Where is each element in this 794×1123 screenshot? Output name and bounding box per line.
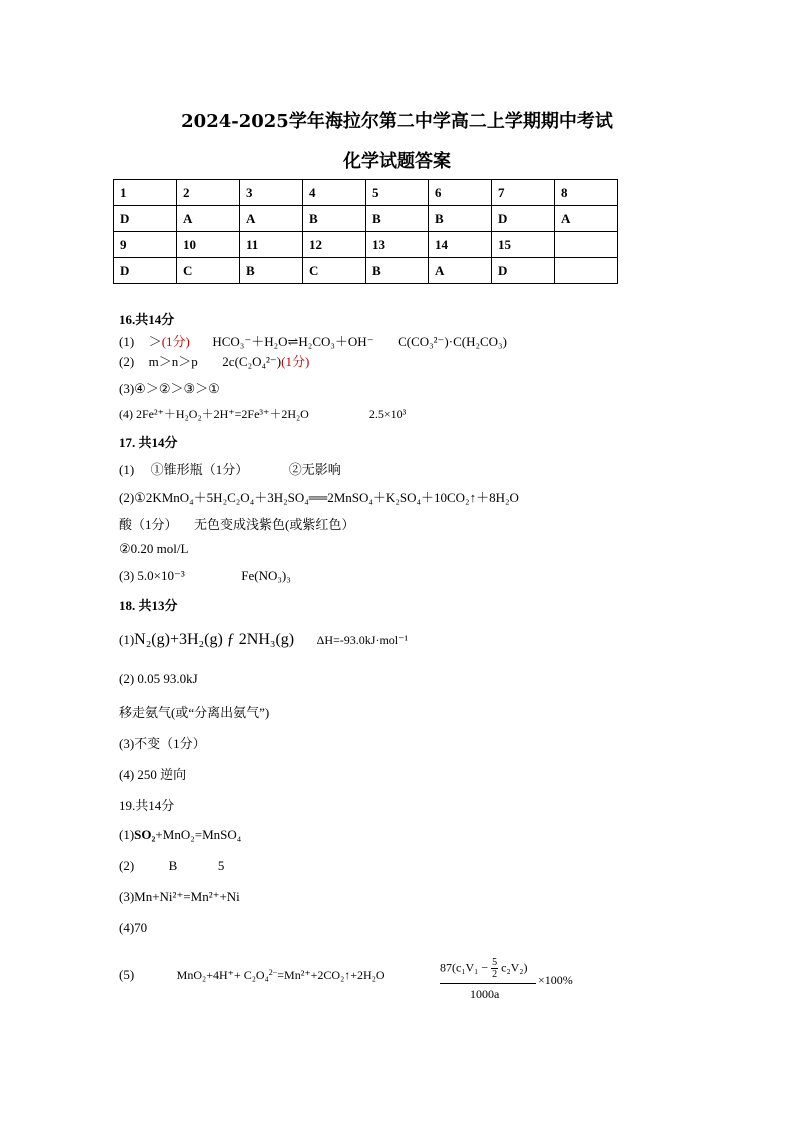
half-fraction bbox=[491, 957, 498, 980]
table-cell: 10 bbox=[177, 232, 240, 258]
q18-line-1 bbox=[119, 631, 408, 649]
q16-l4-eq: 2Fe²⁺＋H₂O₂＋2H⁺=2Fe³⁺＋2H₂O bbox=[136, 407, 309, 421]
table-cell bbox=[555, 232, 618, 258]
q16-l1-expr: C(CO₃²⁻)·C(H₂CO₃) bbox=[398, 334, 507, 349]
q17-l3-b: 无色变成浅紫色(或紫红色） bbox=[194, 517, 355, 532]
q19-line-4: (4)70 bbox=[119, 920, 148, 935]
table-cell: D bbox=[114, 206, 177, 232]
q19-l5-eq-charge: 2− bbox=[268, 968, 278, 977]
q18-l1-dh: ΔH=-93.0kJ·mol⁻¹ bbox=[316, 633, 409, 647]
table-row bbox=[114, 258, 618, 284]
q18-header: 18. 共13分 bbox=[119, 598, 178, 613]
q19-l1-b: SO₂ bbox=[134, 827, 156, 842]
q19-line-2 bbox=[119, 858, 224, 874]
table-cell: 2 bbox=[177, 180, 240, 206]
table-cell: 8 bbox=[555, 180, 618, 206]
q17-l1-b: ②无影响 bbox=[288, 462, 341, 477]
table-cell: 6 bbox=[429, 180, 492, 206]
q16-l4-num: (4) bbox=[119, 407, 133, 421]
table-cell: B bbox=[366, 258, 429, 284]
q19-l2-c: 5 bbox=[217, 858, 225, 873]
q18-line-5: (4) 250 逆向 bbox=[119, 767, 187, 782]
q19-l2-a: (2) bbox=[119, 858, 135, 873]
table-cell: D bbox=[492, 258, 555, 284]
table-row bbox=[114, 232, 618, 258]
table-cell: B bbox=[429, 206, 492, 232]
q16-l1-num: (1) bbox=[119, 334, 135, 349]
q17-line-4: ②0.20 mol/L bbox=[119, 541, 189, 556]
q18-line-4: (3)不变（1分） bbox=[119, 736, 206, 751]
fraction-bar bbox=[440, 983, 536, 984]
fraction-num-b: c₂V₂) bbox=[501, 960, 528, 975]
q19-line-5 bbox=[119, 967, 385, 983]
q17-l3-score: （1分） bbox=[132, 517, 178, 532]
table-cell: 13 bbox=[366, 232, 429, 258]
q16-l2-num: (2) bbox=[119, 354, 135, 369]
q17-l3-a: 酸 bbox=[119, 517, 133, 532]
q17-header: 17. 共14分 bbox=[119, 435, 178, 450]
fraction-denominator: 1000a bbox=[470, 987, 500, 1001]
table-cell: B bbox=[366, 206, 429, 232]
q19-line-3: (3)Mn+Ni²⁺=Mn²⁺+Ni bbox=[119, 889, 240, 904]
q19-l1-c: +MnO₂=MnSO₄ bbox=[155, 827, 242, 842]
q16-line-1 bbox=[119, 331, 507, 350]
q16-header: 16.共14分 bbox=[119, 312, 175, 327]
q16-l1-eq: HCO₃⁻＋H₂O⇌H₂CO₃＋OH⁻ bbox=[212, 334, 374, 349]
table-cell: 5 bbox=[366, 180, 429, 206]
q16-line-3: (3)④＞②＞③＞① bbox=[119, 381, 220, 396]
table-cell: 7 bbox=[492, 180, 555, 206]
q19-l1-a: (1) bbox=[119, 827, 135, 842]
table-cell: A bbox=[555, 206, 618, 232]
q17-l5-b: Fe(NO₃)₃ bbox=[241, 568, 291, 583]
q18-line-3: 移走氨气(或“分离出氨气”) bbox=[119, 705, 270, 720]
q17-line-3 bbox=[119, 514, 354, 533]
table-cell: C bbox=[177, 258, 240, 284]
q17-line-5 bbox=[119, 568, 291, 584]
table-cell: C bbox=[303, 258, 366, 284]
q16-l4-val: 2.5×10³ bbox=[368, 407, 407, 421]
half-bottom: 2 bbox=[492, 969, 498, 980]
table-cell: 3 bbox=[240, 180, 303, 206]
q18-line-2: (2) 0.05 93.0kJ bbox=[119, 671, 198, 686]
q19-l2-b: B bbox=[168, 858, 178, 873]
fraction-num-a: 87(c₁V₁ − bbox=[440, 960, 489, 975]
table-cell: D bbox=[114, 258, 177, 284]
half-top: 5 bbox=[492, 957, 498, 968]
table-cell: B bbox=[240, 258, 303, 284]
fraction-numerator bbox=[440, 957, 527, 980]
table-cell: 1 bbox=[114, 180, 177, 206]
q16-l1-sym: ＞ bbox=[148, 334, 162, 349]
q17-line-1 bbox=[119, 459, 341, 478]
q17-l5-a: (3) 5.0×10⁻³ bbox=[119, 568, 185, 583]
q17-l1-score: （1分） bbox=[202, 462, 249, 477]
table-cell: 15 bbox=[492, 232, 555, 258]
q16-l2-b: 2c(C₂O₄²⁻) bbox=[222, 354, 282, 369]
q16-line-4 bbox=[119, 405, 406, 422]
table-cell: B bbox=[303, 206, 366, 232]
table-cell: 14 bbox=[429, 232, 492, 258]
q18-l1-eq: N₂(g)+3H₂(g) ƒ 2NH₃(g) bbox=[134, 631, 295, 648]
q16-l2-a: m＞n＞p bbox=[148, 354, 198, 369]
page-subtitle: 化学试题答案 bbox=[343, 151, 451, 172]
q19-header: 19.共14分 bbox=[119, 798, 175, 813]
q19-l5-eq-b: =Mn²⁺+2CO₂↑+2H₂O bbox=[277, 968, 385, 982]
table-cell: D bbox=[492, 206, 555, 232]
q16-l1-score: (1分) bbox=[161, 334, 190, 349]
table-cell: 12 bbox=[303, 232, 366, 258]
q19-l5-num: (5) bbox=[119, 967, 135, 982]
q17-l1-num: (1) bbox=[119, 462, 135, 477]
page-title: 2024-2025学年海拉尔第二中学高二上学期期中考试 bbox=[181, 111, 613, 132]
q17-line-2: (2)①2KMnO₄＋5H₂C₂O₄＋3H₂SO₄══2MnSO₄＋K₂SO₄＋10CO₂↑＋8H₂O bbox=[119, 490, 519, 505]
q19-line-1 bbox=[119, 827, 241, 843]
table-cell: 4 bbox=[303, 180, 366, 206]
q18-l1-num: (1) bbox=[119, 632, 135, 647]
q17-l1-a: ①锥形瓶 bbox=[150, 462, 203, 477]
table-cell: A bbox=[240, 206, 303, 232]
table-cell bbox=[555, 258, 618, 284]
fraction-multiplier: ×100% bbox=[538, 973, 573, 987]
table-cell: 11 bbox=[240, 232, 303, 258]
table-cell: 9 bbox=[114, 232, 177, 258]
table-row bbox=[114, 180, 618, 206]
table-row bbox=[114, 206, 618, 232]
q19-l5-eq-a: MnO₂+4H⁺+ C₂O₄ bbox=[176, 968, 269, 982]
q16-l2-score: (1分) bbox=[281, 354, 310, 369]
table-cell: A bbox=[429, 258, 492, 284]
table-cell: A bbox=[177, 206, 240, 232]
answer-table bbox=[113, 179, 618, 284]
q16-line-2 bbox=[119, 351, 309, 370]
